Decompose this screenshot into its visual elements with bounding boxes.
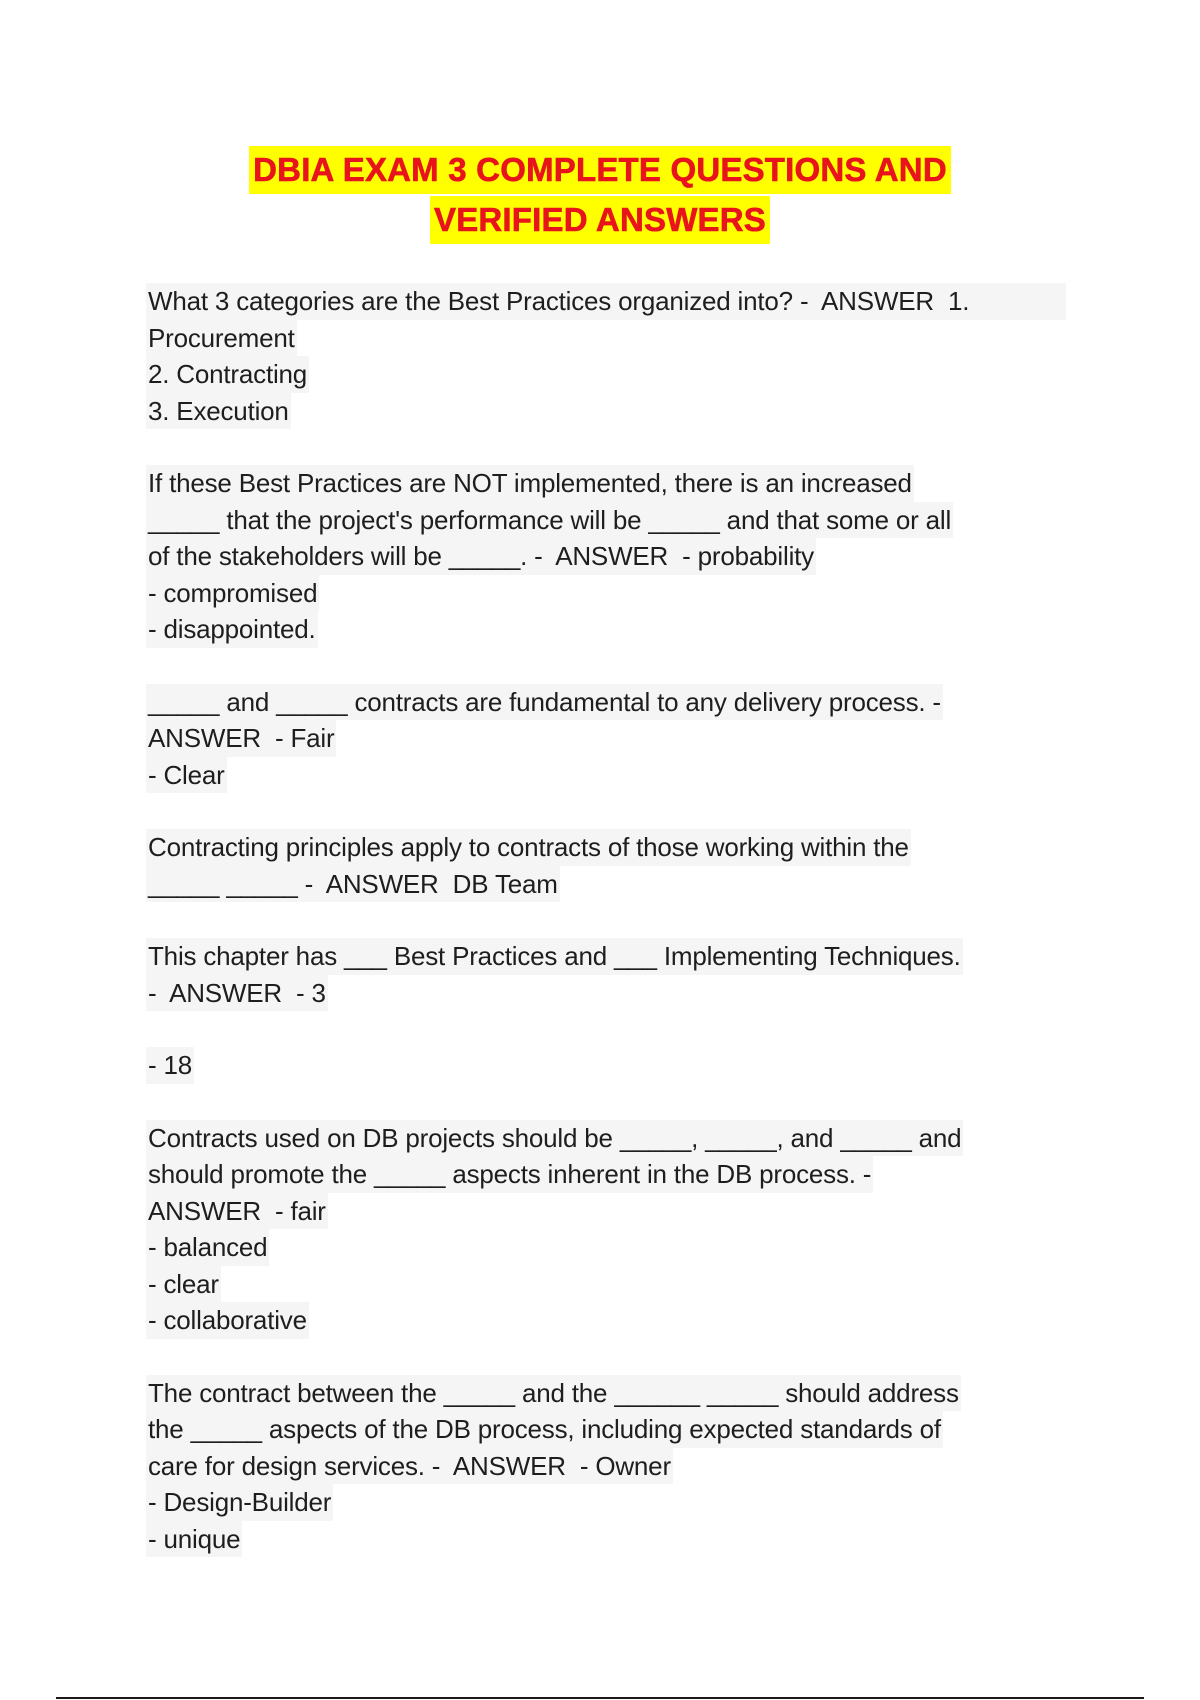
qa-line: - Design-Builder [146, 1484, 333, 1521]
qa-line: - clear [146, 1266, 221, 1303]
qa-item-8 [146, 1375, 1066, 1558]
qa-item-4 [146, 829, 1066, 902]
qa-line: should promote the _____ aspects inherent in the DB process. - [146, 1156, 873, 1193]
qa-line: - collaborative [146, 1302, 309, 1339]
qa-line: Contracting principles apply to contracts of those working within the [146, 829, 911, 866]
qa-item-6 [146, 1047, 1066, 1084]
qa-line: Contracts used on DB projects should be _____, _____, and _____ and [146, 1120, 963, 1157]
qa-line: - Clear [146, 757, 227, 794]
qa-line: 2. Contracting [146, 356, 309, 393]
title-line-1: DBIA EXAM 3 COMPLETE QUESTIONS AND [249, 146, 951, 194]
qa-item-3 [146, 684, 1066, 794]
qa-line: 3. Execution [146, 393, 291, 430]
qa-line: _____ and _____ contracts are fundamental to any delivery process. - [146, 684, 943, 721]
qa-line: - 18 [146, 1047, 194, 1084]
qa-line: - compromised [146, 575, 319, 612]
qa-line: ANSWER - fair [146, 1193, 328, 1230]
qa-line: - ANSWER - 3 [146, 975, 328, 1012]
qa-line: What 3 categories are the Best Practices organized into? - ANSWER 1. [146, 283, 1066, 320]
qa-line: care for design services. - ANSWER - Owner [146, 1448, 673, 1485]
qa-line: Procurement [146, 320, 297, 357]
qa-line: the _____ aspects of the DB process, including expected standards of [146, 1411, 943, 1448]
document-title [0, 146, 1200, 244]
qa-line: - unique [146, 1521, 242, 1558]
qa-item-1 [146, 283, 1066, 429]
qa-line: ANSWER - Fair [146, 720, 336, 757]
qa-item-5 [146, 938, 1066, 1011]
qa-line: The contract between the _____ and the ______ _____ should address [146, 1375, 961, 1412]
qa-item-2 [146, 465, 1066, 648]
title-line-2: VERIFIED ANSWERS [430, 196, 770, 244]
footer-divider [56, 1697, 1144, 1699]
qa-line: This chapter has ___ Best Practices and ___ Implementing Techniques. [146, 938, 963, 975]
qa-line: - balanced [146, 1229, 269, 1266]
qa-line: - disappointed. [146, 611, 318, 648]
qa-list [146, 283, 1066, 1593]
qa-line: _____ _____ - ANSWER DB Team [146, 866, 560, 903]
qa-item-7 [146, 1120, 1066, 1339]
qa-line: _____ that the project's performance will be _____ and that some or all [146, 502, 953, 539]
qa-line: of the stakeholders will be _____. - ANSWER - probability [146, 538, 816, 575]
qa-line: If these Best Practices are NOT implemented, there is an increased [146, 465, 914, 502]
